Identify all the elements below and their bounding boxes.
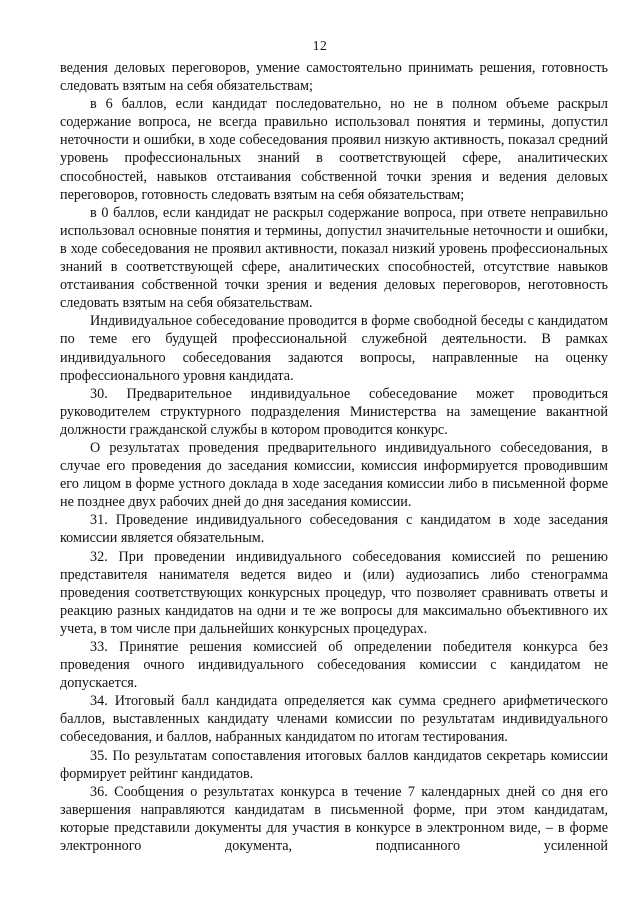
paragraph-item-33: 33. Принятие решения комиссией об определении победителя конкурса без проведения очного индивидуального собеседования комиссии с кандидатом не допускается. (60, 639, 608, 692)
paragraph-score-6: в 6 баллов, если кандидат последовательно, но не в полном объеме раскрыл содержание вопроса, не всегда правильно использовал понятия и термины, допустил неточности и ошибки, в ходе собеседования проявил низкую активность, показал средний уровень профессиональных знаний в соответствующей сфере, аналитических способностей, навыков отстаивания собственной точки зрения и ведения деловых переговоров, готовность следовать взятым на себя обязательствам; (60, 96, 608, 203)
paragraph-item-36: 36. Сообщения о результатах конкурса в течение 7 календарных дней со дня его завершения направляются кандидатам в письменной форме, при этом кандидатам, которые представили документы для участия в конкурсе в электронном виде, – в форме электронного документа, подписанного усиленной (60, 783, 608, 855)
paragraph-continuation: ведения деловых переговоров, умение самостоятельно принимать решения, готовность следовать взятым на себя обязательствам; (60, 60, 608, 95)
page-number: 12 (312, 38, 328, 53)
paragraph-interview-form: Индивидуальное собеседование проводится в форме свободной беседы с кандидатом по теме его будущей профессиональной служебной деятельности. В рамках индивидуального собеседования задаются вопросы, направленные на оценку профессионального уровня кандидата. (60, 313, 608, 384)
paragraph-score-0: в 0 баллов, если кандидат не раскрыл содержание вопроса, при ответе неправильно использовал основные понятия и термины, допустил значительные неточности и ошибки, в ходе собеседования не проявил активности, показал низкий уровень профессиональных знаний в соответствующей сфере, аналитических способностей, отсутствие навыков отстаивания собственной точки зрения и ведения деловых переговоров, неготовность следовать взятым на себя обязательствам. (60, 204, 608, 312)
paragraph-item-32: 32. При проведении индивидуального собеседования комиссией по решению представителя нанимателя ведется видео и (или) аудиозапись либо стенограмма проведения соответствующих конкурсных процедур, что позволяет сравнивать ответы и реакцию разных кандидатов на одни и те же вопросы для максимально объективного их учета, в том числе при дальнейших конкурсных процедурах. (60, 548, 608, 637)
paragraph-item-30-results: О результатах проведения предварительного индивидуального собеседования, в случае его проведения до заседания комиссии, комиссия информируется проводившим его лицом в форме устного доклада в ходе заседания комиссии либо в письменной форме не позднее двух рабочих дней до дня заседания комиссии. (60, 439, 608, 511)
paragraph-item-31: 31. Проведение индивидуального собеседования с кандидатом в ходе заседания комиссии является обязательным. (60, 512, 608, 547)
paragraph-item-34: 34. Итоговый балл кандидата определяется как сумма среднего арифметического баллов, выставленных кандидату членами комиссии по результатам индивидуального собеседования, и баллов, набранных кандидатом по итогам тестирования. (60, 693, 608, 746)
paragraph-item-35: 35. По результатам сопоставления итоговых баллов кандидатов секретарь комиссии формирует рейтинг кандидатов. (60, 747, 608, 782)
document-body (60, 59, 608, 855)
paragraph-item-30: 30. Предварительное индивидуальное собеседование может проводиться руководителем структурного подразделения Министерства на замещение вакантной должности гражданской службы в котором проводится конкурс. (60, 385, 608, 438)
